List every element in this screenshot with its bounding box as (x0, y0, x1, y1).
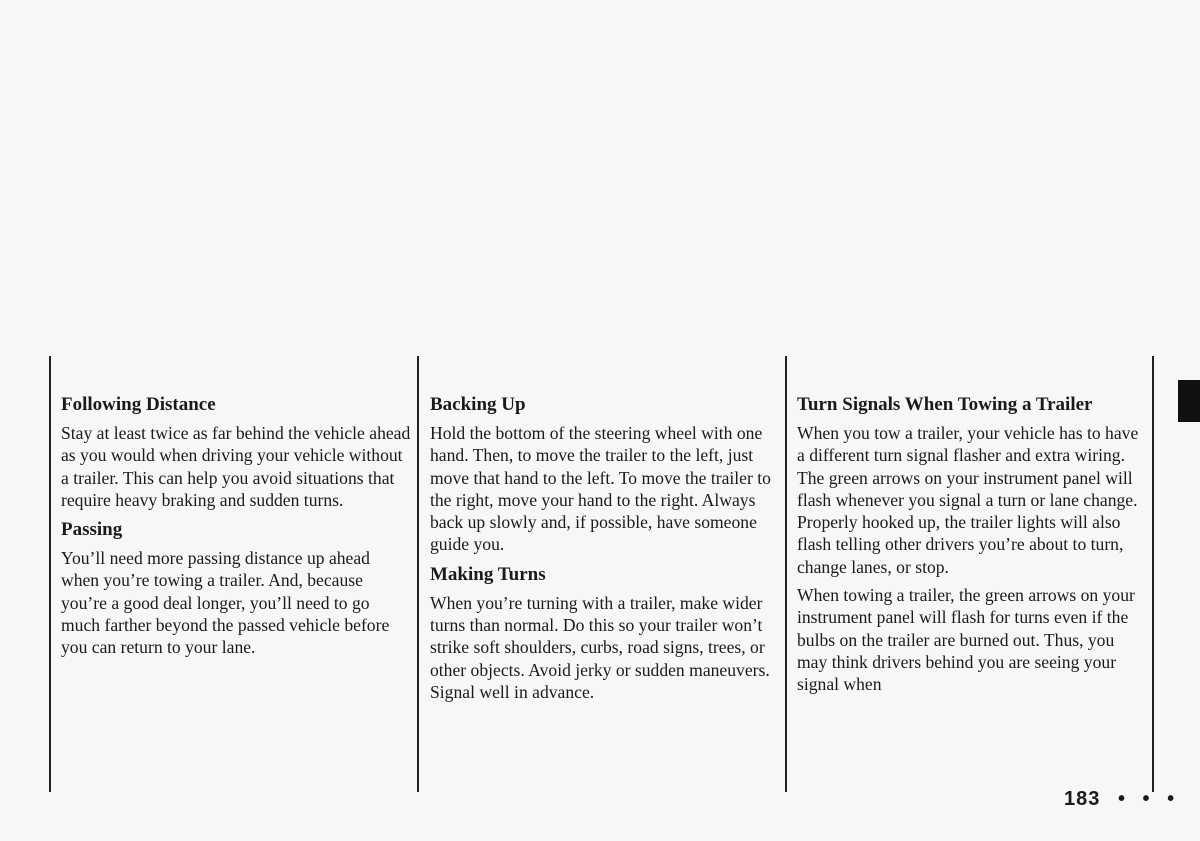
column-rule-right (785, 356, 787, 792)
heading-backing-up: Backing Up (430, 394, 526, 415)
paragraph-turn-signals-2: When towing a trailer, the green arrows on your instrument panel will flash for turns even if the bulbs on the trailer are burned out. Thus, you may think drivers behind you are seeing your signal when (797, 585, 1135, 695)
heading-making-turns: Making Turns (430, 563, 546, 585)
column-1 (61, 392, 411, 665)
paragraph-passing: You’ll need more passing distance up ahead when you’re towing a trailer. And, because you’re a good deal longer, you’ll need to go much farther beyond the passed vehicle before you can return to your lane. (61, 548, 390, 658)
heading-turn-signals: Turn Signals When Towing a Trailer (797, 394, 1093, 415)
heading-passing: Passing (61, 519, 123, 541)
paragraph-turn-signals-1: When you tow a trailer, your vehicle has to have a different turn signal flasher and extra wiring. The green arrows on your instrument panel will flash whenever you signal a turn or lane change. Properly hooked up, the trailer lights will also flash telling other drivers you’re about to turn, change lanes, or stop. (797, 423, 1139, 577)
column-rule-left (49, 356, 51, 792)
paragraph-following-distance: Stay at least twice as far behind the vehicle ahead as you would when driving your vehicle without a trailer. This can help you avoid situations that require heavy braking and sudden turns. (61, 423, 411, 510)
page-number: 183 (1064, 788, 1101, 810)
page-dots: • • • (1118, 788, 1181, 810)
paragraph-making-turns: When you’re turning with a trailer, make wider turns than normal. Do this so your trailer won’t strike soft shoulders, curbs, road signs, trees, or other objects. Avoid jerky or sudden maneuvers. Signal well in advance. (430, 592, 770, 702)
paragraph-backing-up: Hold the bottom of the steering wheel with one hand. Then, to move the trailer to the left, just move that hand to the left. To move the trailer to the right, move your hand to the right. Always back up slowly and, if possible, have someone guide you. (430, 423, 771, 555)
column-rule-mid (417, 356, 419, 792)
column-3 (797, 392, 1147, 702)
heading-following-distance: Following Distance (61, 394, 216, 415)
column-rule-edge (1152, 356, 1154, 792)
section-tab-marker (1178, 380, 1200, 422)
column-2 (430, 392, 780, 709)
